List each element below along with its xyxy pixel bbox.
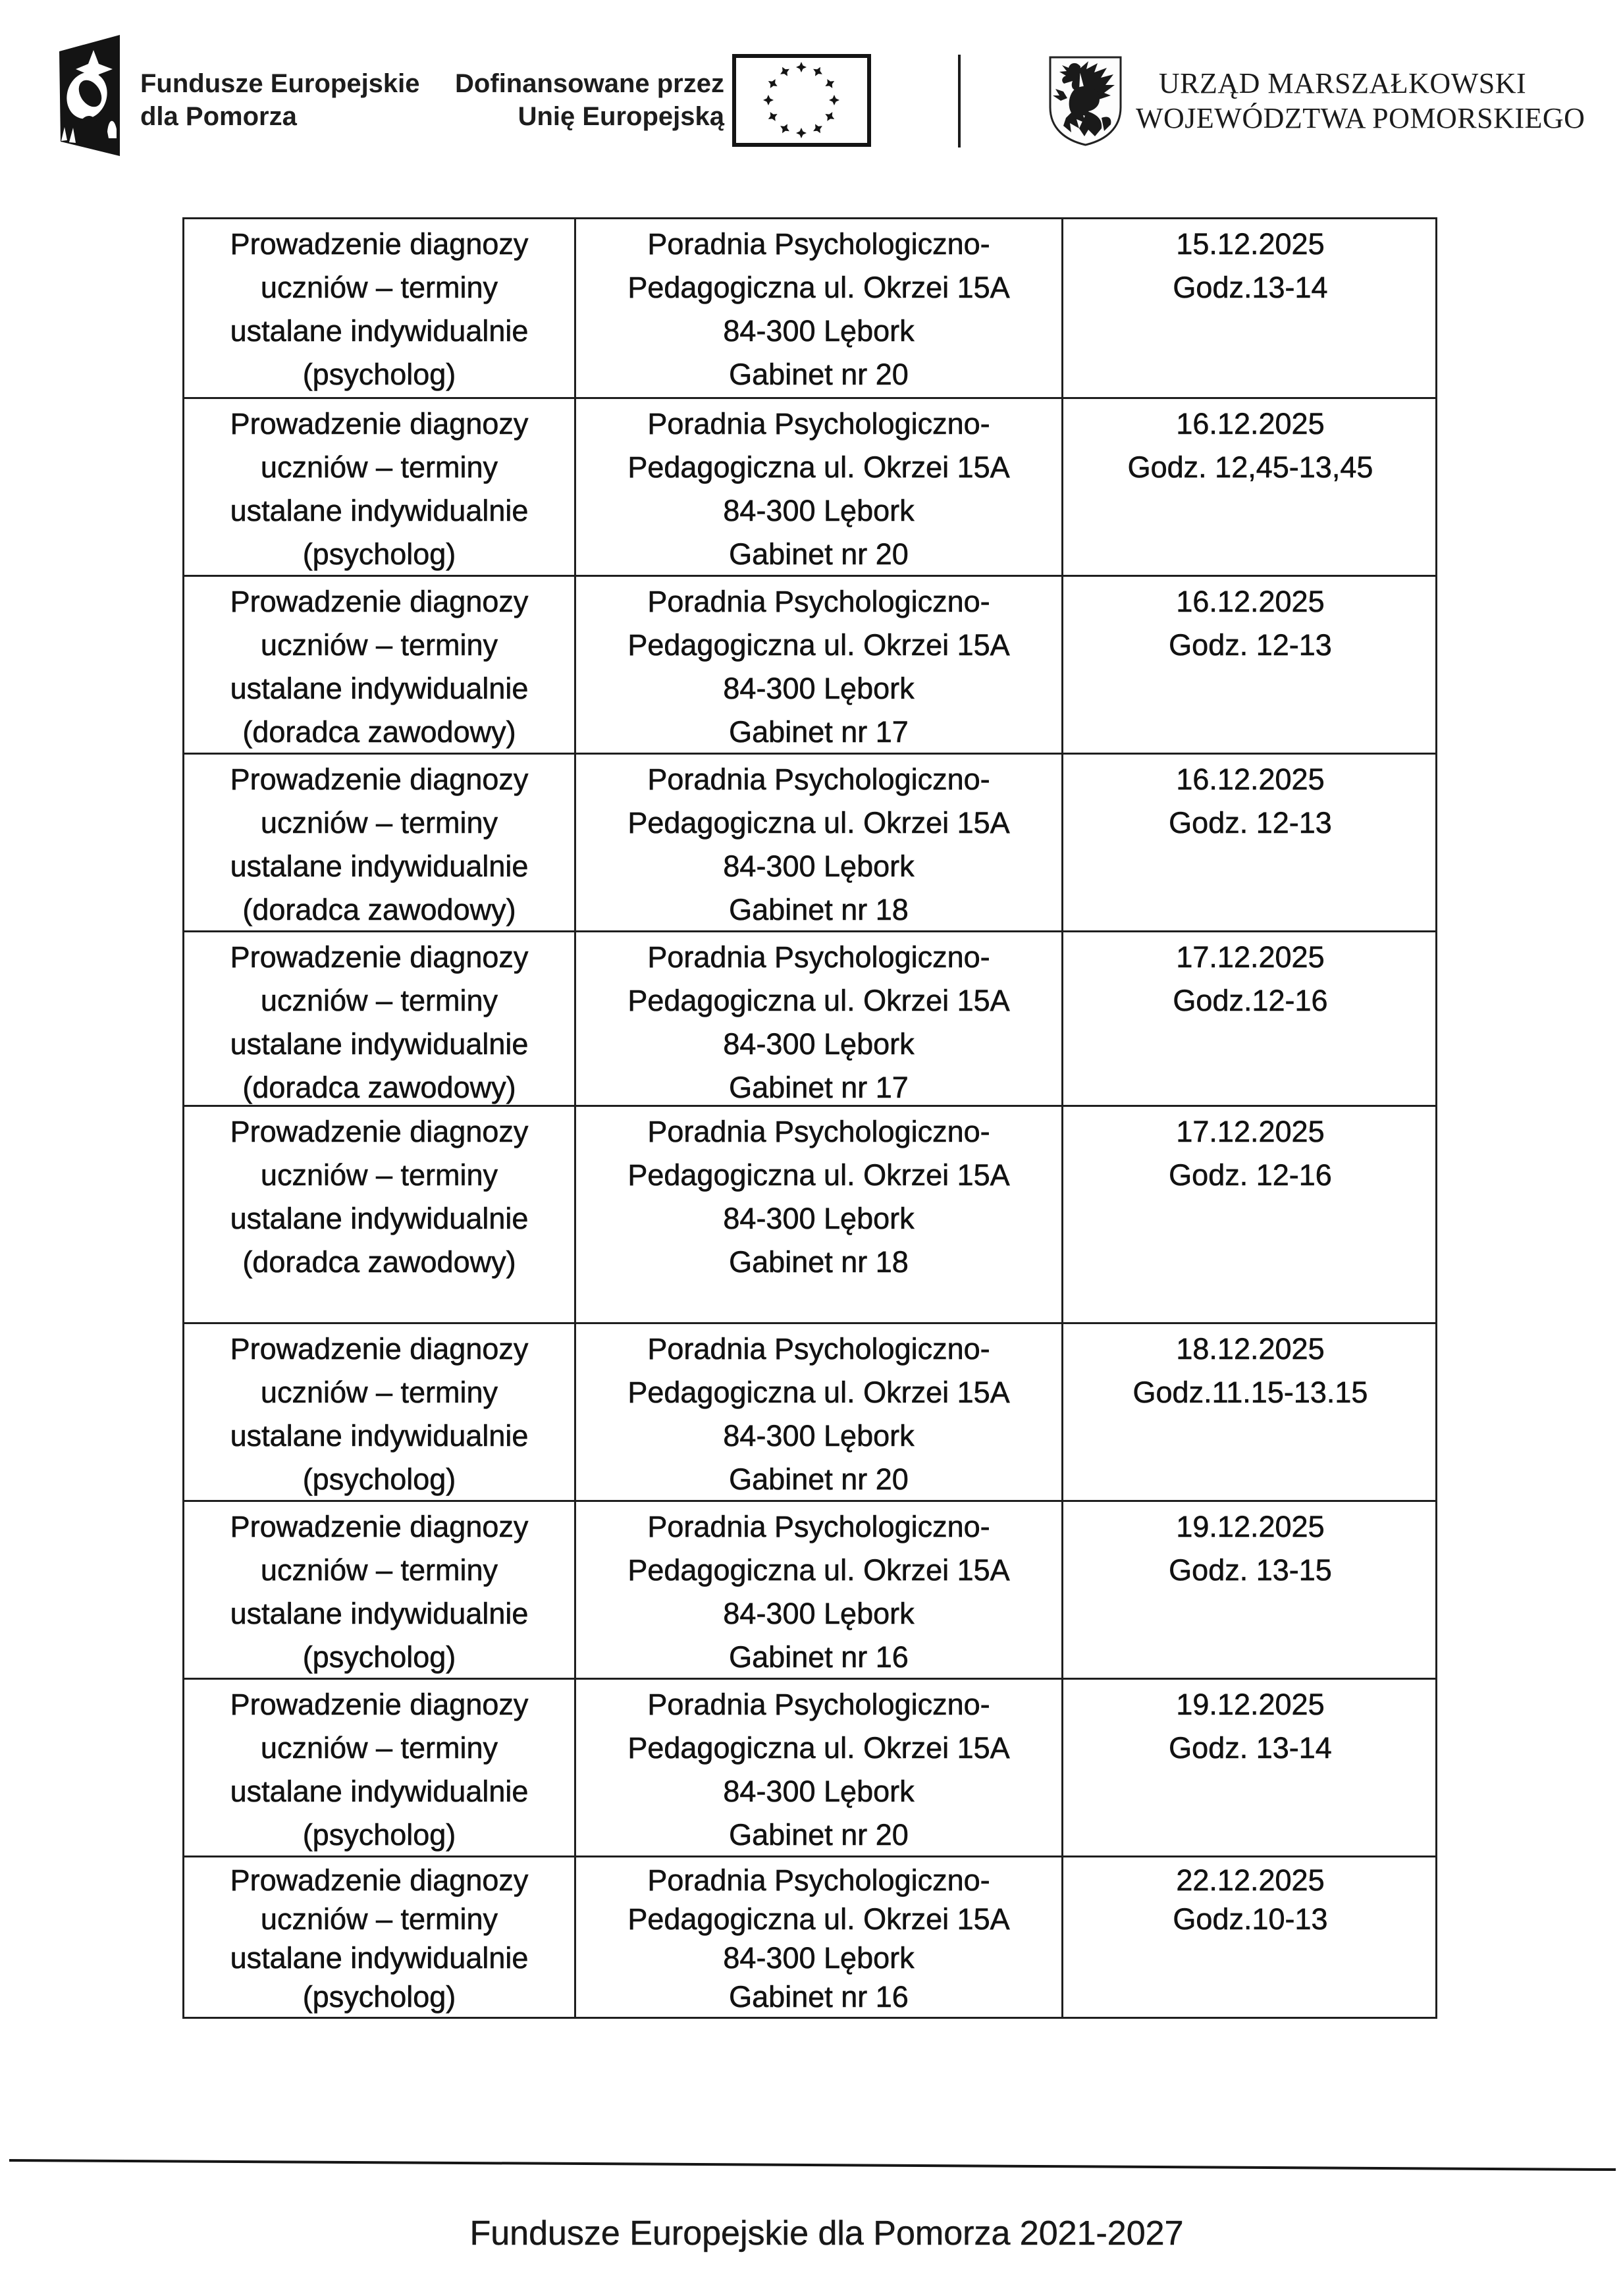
cell-line: 19.12.2025: [1176, 1688, 1325, 1721]
cell-line: Prowadzenie diagnozy: [230, 940, 529, 974]
cell-activity: [184, 577, 576, 753]
cell-line: Godz.12-16: [1173, 984, 1328, 1017]
cell-location: [576, 577, 1063, 753]
cell-line: Prowadzenie diagnozy: [230, 407, 529, 441]
cell-line: 18.12.2025: [1176, 1332, 1325, 1366]
cell-location: [576, 1680, 1063, 1855]
cell-line: Gabinet nr 20: [729, 1818, 909, 1852]
cell-line: 84-300 Lębork: [723, 1941, 915, 1975]
cell-line: Pedagogiczna ul. Okrzei 15A: [627, 628, 1010, 662]
cell-location: [576, 219, 1063, 397]
cell-line: (psycholog): [302, 1980, 456, 2014]
cell-line: Godz.10-13: [1173, 1902, 1328, 1936]
table-row: [184, 1324, 1435, 1502]
cell-line: 19.12.2025: [1176, 1510, 1325, 1543]
cell-activity: [184, 1502, 576, 1678]
cell-line: uczniów – terminy: [260, 984, 498, 1017]
program-name-line2: dla Pomorza: [140, 102, 297, 131]
cell-line: Godz. 13-14: [1169, 1731, 1332, 1765]
cell-line: Poradnia Psychologiczno-: [647, 227, 990, 261]
cell-line: 84-300 Lębork: [723, 1027, 915, 1061]
cell-activity: [184, 1680, 576, 1855]
table-row: [184, 932, 1435, 1107]
cell-line: uczniów – terminy: [260, 1731, 498, 1765]
table-row: [184, 1680, 1435, 1857]
office-name-line1: URZĄD MARSZAŁKOWSKI: [1158, 67, 1527, 99]
cell-activity: [184, 1107, 576, 1322]
cell-line: ustalane indywidualnie: [230, 1202, 529, 1235]
cell-line: Prowadzenie diagnozy: [230, 1510, 529, 1543]
program-name-line1: Fundusze Europejskie: [140, 69, 420, 98]
cell-line: Poradnia Psychologiczno-: [647, 1863, 990, 1897]
cell-line: Pedagogiczna ul. Okrzei 15A: [627, 1731, 1010, 1765]
cell-line: uczniów – terminy: [260, 271, 498, 304]
cell-line: uczniów – terminy: [260, 806, 498, 840]
table-row: [184, 1107, 1435, 1324]
cell-line: Pedagogiczna ul. Okrzei 15A: [627, 450, 1010, 484]
cell-line: (psycholog): [302, 358, 456, 391]
table-row: [184, 755, 1435, 932]
cell-schedule: [1063, 399, 1437, 575]
cell-activity: [184, 932, 576, 1105]
cell-line: Poradnia Psychologiczno-: [647, 585, 990, 618]
cell-line: Gabinet nr 20: [729, 358, 909, 391]
cell-line: uczniów – terminy: [260, 450, 498, 484]
header-divider: [958, 55, 961, 147]
cell-line: Prowadzenie diagnozy: [230, 585, 529, 618]
cell-location: [576, 755, 1063, 930]
cell-line: 16.12.2025: [1176, 762, 1325, 796]
cell-schedule: [1063, 1502, 1437, 1678]
cell-line: Poradnia Psychologiczno-: [647, 407, 990, 441]
cell-line: Pedagogiczna ul. Okrzei 15A: [627, 1902, 1010, 1936]
cell-line: Pedagogiczna ul. Okrzei 15A: [627, 271, 1010, 304]
cell-location: [576, 1857, 1063, 2017]
cell-line: Gabinet nr 18: [729, 893, 909, 926]
cell-schedule: [1063, 1857, 1437, 2017]
cell-line: Prowadzenie diagnozy: [230, 1332, 529, 1366]
pomorskie-griffin-crest-icon: [1046, 55, 1125, 147]
cell-schedule: [1063, 932, 1437, 1105]
table-row: [184, 1502, 1435, 1680]
cell-location: [576, 1324, 1063, 1500]
cell-schedule: [1063, 1324, 1437, 1500]
cofunding-line1: Dofinansowane przez: [455, 69, 724, 98]
cell-line: Gabinet nr 20: [729, 537, 909, 571]
cell-schedule: [1063, 1680, 1437, 1855]
cell-line: uczniów – terminy: [260, 1902, 498, 1936]
cell-line: Gabinet nr 16: [729, 1980, 909, 2014]
cell-line: Godz. 12,45-13,45: [1127, 450, 1373, 484]
cell-line: uczniów – terminy: [260, 1553, 498, 1587]
cell-line: 84-300 Lębork: [723, 494, 915, 527]
cell-line: Godz. 12-16: [1169, 1158, 1332, 1192]
office-name-line2: WOJEWÓDZTWA POMORSKIEGO: [1136, 102, 1585, 134]
eu-flag-icon: [732, 54, 871, 147]
cell-line: Godz.11.15-13.15: [1132, 1375, 1368, 1409]
cell-line: Prowadzenie diagnozy: [230, 1863, 529, 1897]
program-name: [140, 67, 430, 133]
cell-line: 84-300 Lębork: [723, 1775, 915, 1808]
footer-divider: [9, 2159, 1616, 2171]
cell-line: ustalane indywidualnie: [230, 314, 529, 348]
cell-line: 22.12.2025: [1176, 1863, 1325, 1897]
cell-activity: [184, 219, 576, 397]
cell-line: ustalane indywidualnie: [230, 672, 529, 705]
cell-line: (psycholog): [302, 1462, 456, 1496]
cell-line: (psycholog): [302, 537, 456, 571]
cell-line: 84-300 Lębork: [723, 1597, 915, 1630]
cofunding-statement: [421, 67, 724, 133]
cell-location: [576, 1502, 1063, 1678]
cell-activity: [184, 1324, 576, 1500]
cell-line: 84-300 Lębork: [723, 314, 915, 348]
cell-line: ustalane indywidualnie: [230, 1027, 529, 1061]
office-name: [1136, 66, 1585, 136]
cell-schedule: [1063, 577, 1437, 753]
cell-line: Gabinet nr 16: [729, 1640, 909, 1674]
cell-line: Prowadzenie diagnozy: [230, 1115, 529, 1148]
cell-line: uczniów – terminy: [260, 1375, 498, 1409]
cell-location: [576, 932, 1063, 1105]
cell-activity: [184, 755, 576, 930]
cell-line: 15.12.2025: [1176, 227, 1325, 261]
cell-line: 17.12.2025: [1176, 940, 1325, 974]
cell-schedule: [1063, 1107, 1437, 1322]
table-row: [184, 219, 1435, 399]
cell-line: Pedagogiczna ul. Okrzei 15A: [627, 1553, 1010, 1587]
cell-line: 84-300 Lębork: [723, 672, 915, 705]
cell-line: Prowadzenie diagnozy: [230, 762, 529, 796]
table-row: [184, 399, 1435, 577]
table-row: [184, 577, 1435, 755]
cell-schedule: [1063, 755, 1437, 930]
cell-line: ustalane indywidualnie: [230, 849, 529, 883]
cell-line: (doradca zawodowy): [242, 715, 516, 749]
cell-line: Pedagogiczna ul. Okrzei 15A: [627, 1375, 1010, 1409]
cell-line: 84-300 Lębork: [723, 1419, 915, 1453]
cell-line: (doradca zawodowy): [242, 1071, 516, 1104]
cell-line: 84-300 Lębork: [723, 849, 915, 883]
cell-line: Godz. 12-13: [1169, 806, 1332, 840]
cell-line: Poradnia Psychologiczno-: [647, 1115, 990, 1148]
cell-line: 16.12.2025: [1176, 407, 1325, 441]
cell-line: uczniów – terminy: [260, 628, 498, 662]
cell-line: (psycholog): [302, 1818, 456, 1852]
footer-text: Fundusze Europejskie dla Pomorza 2021-2027: [469, 2214, 1184, 2253]
cell-line: uczniów – terminy: [260, 1158, 498, 1192]
cofunding-line2: Unię Europejską: [518, 102, 724, 131]
cell-activity: [184, 399, 576, 575]
cell-line: 16.12.2025: [1176, 585, 1325, 618]
cell-line: (doradca zawodowy): [242, 1245, 516, 1279]
cell-location: [576, 1107, 1063, 1322]
cell-location: [576, 399, 1063, 575]
cell-line: ustalane indywidualnie: [230, 1941, 529, 1975]
cell-line: Poradnia Psychologiczno-: [647, 1332, 990, 1366]
cell-line: Poradnia Psychologiczno-: [647, 762, 990, 796]
cell-line: 84-300 Lębork: [723, 1202, 915, 1235]
cell-line: Poradnia Psychologiczno-: [647, 940, 990, 974]
cell-line: Gabinet nr 17: [729, 715, 909, 749]
cell-line: ustalane indywidualnie: [230, 1419, 529, 1453]
cell-line: Godz. 12-13: [1169, 628, 1332, 662]
cell-line: (psycholog): [302, 1640, 456, 1674]
cell-line: Godz.13-14: [1173, 271, 1328, 304]
cell-line: Gabinet nr 17: [729, 1071, 909, 1104]
cell-line: ustalane indywidualnie: [230, 1775, 529, 1808]
cell-line: 17.12.2025: [1176, 1115, 1325, 1148]
cell-line: Poradnia Psychologiczno-: [647, 1510, 990, 1543]
cell-schedule: [1063, 219, 1437, 397]
cell-line: Pedagogiczna ul. Okrzei 15A: [627, 806, 1010, 840]
cell-line: Gabinet nr 18: [729, 1245, 909, 1279]
eu-funds-flag-icon: [56, 33, 122, 159]
table-row: [184, 1857, 1435, 2017]
schedule-table: [182, 217, 1437, 2019]
cell-line: Gabinet nr 20: [729, 1462, 909, 1496]
cell-line: Godz. 13-15: [1169, 1553, 1332, 1587]
cell-line: Pedagogiczna ul. Okrzei 15A: [627, 984, 1010, 1017]
cell-line: Poradnia Psychologiczno-: [647, 1688, 990, 1721]
cell-line: Prowadzenie diagnozy: [230, 1688, 529, 1721]
cell-line: ustalane indywidualnie: [230, 494, 529, 527]
cell-line: (doradca zawodowy): [242, 893, 516, 926]
cell-activity: [184, 1857, 576, 2017]
cell-line: Pedagogiczna ul. Okrzei 15A: [627, 1158, 1010, 1192]
cell-line: ustalane indywidualnie: [230, 1597, 529, 1630]
cell-line: Prowadzenie diagnozy: [230, 227, 529, 261]
